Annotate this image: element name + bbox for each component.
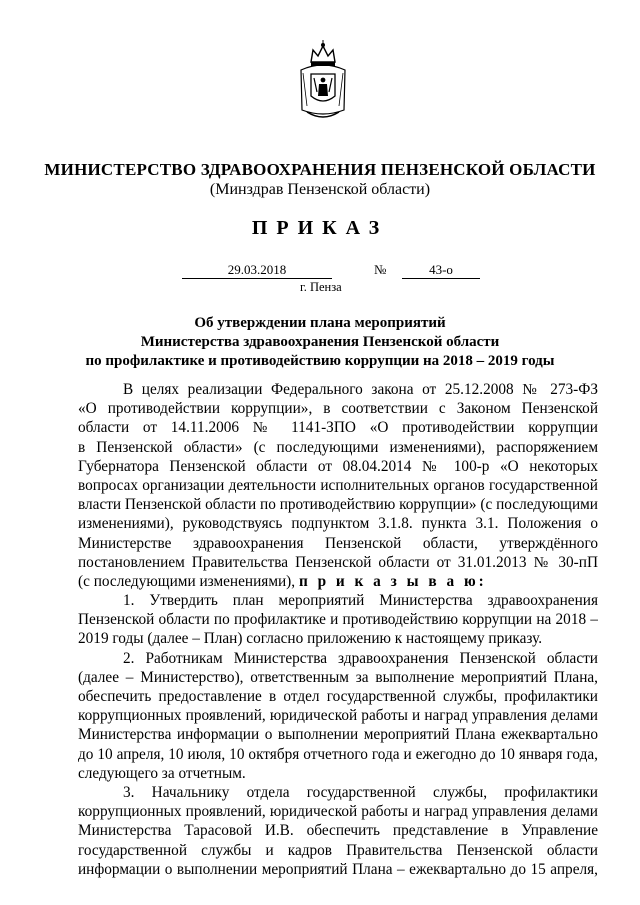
ministry-name: МИНИСТЕРСТВО ЗДРАВООХРАНЕНИЯ ПЕНЗЕНСКОЙ ОБЛАСТИ: [44, 160, 596, 179]
title-line: Об утверждении плана мероприятий: [194, 315, 446, 331]
item-3-line: коррупционных проявлений, юридической работы и наград управления делами: [78, 803, 598, 821]
text-line: области от 14.11.2006 № 1141-ЗПО «О противодействии коррупции: [78, 419, 598, 437]
order-title: [0, 314, 640, 371]
text-line: [78, 572, 598, 591]
text-line: Губернатора Пензенской области от 08.04.2014 № 100-р «О некоторых: [78, 457, 598, 475]
item-2-line: коррупционных проявлений, юридической работы и наград управления делами: [78, 707, 598, 725]
text-line: Министерстве здравоохранения Пензенской области, утверждённого: [78, 534, 598, 552]
preamble-tail: (с последующими изменениями),: [78, 572, 296, 590]
item-3-line: 3. Начальнику отдела государственной службы, профилактики: [123, 783, 598, 801]
order-verb: п р и к а з ы в а ю:: [298, 572, 487, 590]
number-sign: №: [374, 262, 387, 277]
item-2-line: (далее – Министерство), ответственным за выполнение мероприятий Плана,: [78, 668, 598, 686]
text-line: в Пензенской области» (с последующими изменениями), распоряжением: [78, 438, 598, 456]
item-2-line: следующего за отчетным.: [78, 764, 246, 782]
text-line: В целях реализации Федерального закона от 25.12.2008 № 273-ФЗ: [123, 381, 598, 398]
order-date: 29.03.2018: [182, 261, 332, 279]
item-1-line: 2019 годы (далее – План) согласно приложению к настоящему приказу.: [78, 630, 543, 648]
order-body: [78, 380, 598, 879]
item-2-line: обеспечить предоставление в отдел государственной службы, профилактики: [78, 688, 598, 705]
title-line: по профилактике и противодействию коррупции на 2018 – 2019 годы: [85, 353, 555, 369]
document-type-heading: ПРИКАЗ: [251, 217, 389, 239]
order-number: 43-о: [402, 261, 480, 279]
ministry-short-name: (Минздрав Пензенской области): [209, 181, 431, 198]
text-line: изменениями), руководствуясь подпунктом 3.1.8. пункта 3.1. Положения о: [78, 515, 598, 533]
text-line: вопросах организации деятельности исполнительных органов государственной: [78, 476, 598, 494]
item-2-line: Министерства информации о выполнении мероприятий Плана ежеквартально: [78, 726, 598, 744]
city-label: г. Пенза: [300, 280, 342, 294]
item-3-line: Министерства Тарасовой И.В. обеспечить представление в Управление: [78, 822, 598, 840]
item-3-line: государственной службы и кадров Правительства Пензенской области: [78, 841, 598, 859]
item-2-line: 2. Работникам Министерства здравоохранения Пензенской области: [123, 649, 598, 667]
text-line: постановлением Правительства Пензенской области от 31.01.2013 № 30-пП: [78, 553, 598, 571]
text-line: «О противодействии коррупции», в соответствии с Законом Пензенской: [78, 400, 598, 418]
title-line: Министерства здравоохранения Пензенской области: [140, 334, 500, 350]
text-line: власти Пензенской области по противодействию коррупции» (с последующими: [78, 496, 598, 514]
item-1-line: Пензенской области по профилактике и противодействию коррупции на 2018 –: [78, 611, 598, 629]
coat-of-arms-emblem: [297, 40, 349, 122]
item-1-line: 1. Утвердить план мероприятий Министерства здравоохранения: [123, 592, 598, 610]
item-2-line: до 10 апреля, 10 июля, 10 октября отчетного года и ежегодно до 10 января года,: [78, 745, 598, 763]
item-3-line: информации о выполнении мероприятий Плана – ежеквартально до 15 апреля,: [78, 860, 598, 878]
